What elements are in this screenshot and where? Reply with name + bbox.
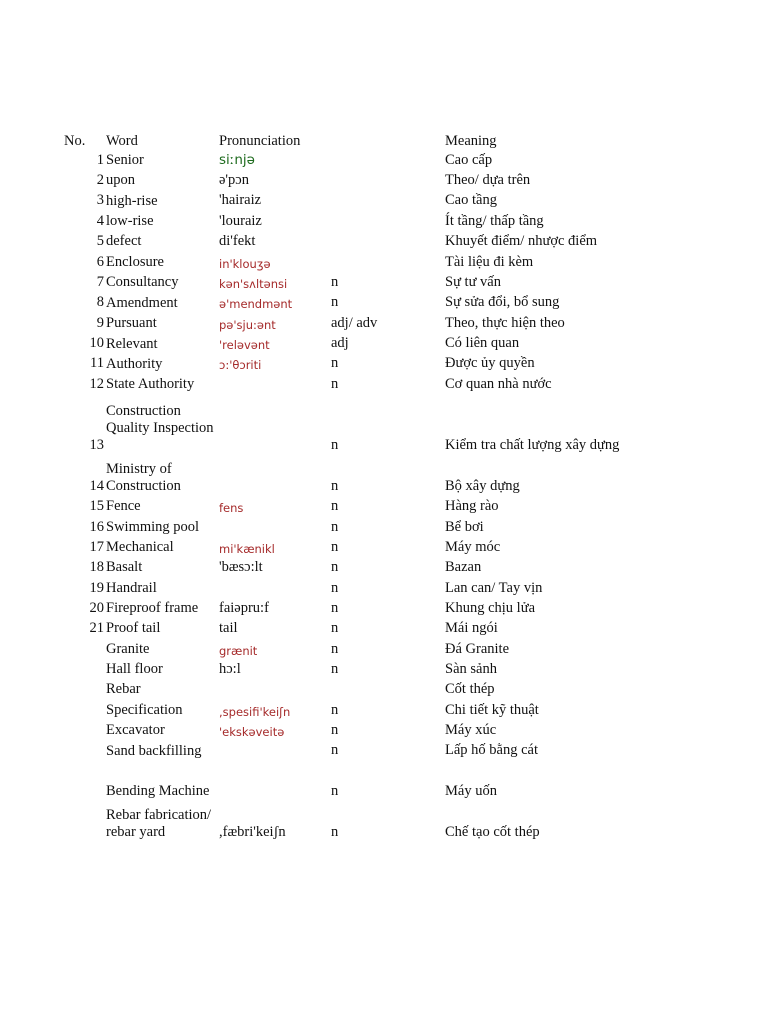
row-part-of-speech: n [331, 437, 339, 453]
row-meaning: Ít tầng/ thấp tầng [445, 213, 544, 229]
row-part-of-speech: n [331, 519, 339, 535]
row-meaning: Theo/ dựa trên [445, 172, 531, 188]
row-part-of-speech: adj/ adv [331, 315, 378, 331]
row-meaning: Cơ quan nhà nước [445, 376, 552, 392]
row-pronunciation: 'ekskəveitə [219, 725, 285, 739]
row-part-of-speech: n [331, 498, 339, 514]
row-word: Amendment [106, 295, 178, 311]
row-pronunciation: fens [219, 501, 244, 515]
row-part-of-speech: n [331, 294, 339, 310]
row-meaning: Có liên quan [445, 335, 520, 351]
row-part-of-speech: n [331, 559, 339, 575]
row-part-of-speech: n [331, 661, 339, 677]
row-meaning: Được ủy quyền [445, 355, 535, 371]
row-word: Relevant [106, 336, 158, 352]
row-number: 7 [96, 274, 104, 290]
row-number: 1 [96, 152, 104, 168]
row-meaning: Cao cấp [445, 152, 493, 168]
row-word: Proof tail [106, 620, 161, 636]
header-word: Word [106, 133, 138, 149]
row-number: 18 [89, 559, 104, 575]
row-word: Handrail [106, 580, 157, 596]
row-meaning: Máy xúc [445, 722, 497, 738]
row-meaning: Khung chịu lửa [445, 600, 536, 616]
row-part-of-speech: n [331, 824, 339, 840]
row-word: Pursuant [106, 315, 157, 331]
row-pronunciation: ə'mendmənt [219, 297, 293, 311]
row-meaning: Bộ xây dựng [445, 478, 520, 494]
row-number: 5 [96, 233, 104, 249]
row-pronunciation: 'louraiz [219, 213, 262, 229]
row-word: Basalt [106, 559, 143, 575]
row-word: low-rise [106, 213, 154, 229]
row-word: Mechanical [106, 539, 174, 555]
row-word: Sand backfilling [106, 743, 202, 759]
row-part-of-speech: n [331, 376, 339, 392]
row-number: 19 [89, 580, 104, 596]
row-word: Construction Quality Inspection [106, 403, 214, 436]
row-meaning: Sự tư vấn [445, 274, 501, 290]
row-word: defect [106, 233, 142, 249]
row-word: Enclosure [106, 254, 164, 270]
row-meaning: Mái ngói [445, 620, 498, 636]
row-meaning: Kiểm tra chất lượng xây dựng [445, 437, 620, 453]
row-meaning: Chế tạo cốt thép [445, 824, 540, 840]
row-word: Bending Machine [106, 783, 210, 799]
row-meaning: Chi tiết kỹ thuật [445, 702, 539, 718]
row-part-of-speech: n [331, 580, 339, 596]
row-meaning: Tài liệu đi kèm [445, 254, 534, 270]
row-pronunciation: faiəpru:f [219, 600, 269, 616]
row-pronunciation: ə'pɔn [219, 172, 249, 188]
row-number: 9 [96, 315, 104, 331]
row-word: high-rise [106, 193, 158, 209]
row-meaning: Theo, thực hiện theo [445, 315, 565, 331]
row-number: 3 [96, 192, 104, 208]
row-part-of-speech: n [331, 600, 339, 616]
row-meaning: Khuyết điểm/ nhược điểm [445, 233, 598, 249]
row-part-of-speech: n [331, 355, 339, 371]
row-word: Ministry of Construction [106, 461, 181, 494]
row-pronunciation: 'reləvənt [219, 338, 270, 352]
row-number: 13 [89, 437, 104, 453]
row-part-of-speech: n [331, 641, 339, 657]
row-number: 20 [89, 600, 104, 616]
row-part-of-speech: n [331, 702, 339, 718]
row-word: State Authority [106, 376, 195, 392]
row-meaning: Sàn sảnh [445, 661, 497, 677]
row-meaning: Sự sửa đổi, bổ sung [445, 294, 560, 310]
row-word: Excavator [106, 722, 165, 738]
row-word: Granite [106, 641, 150, 657]
row-pronunciation: ,spesifi'keiʃn [219, 705, 291, 719]
row-pronunciation: pə'sju:ənt [219, 318, 276, 332]
row-part-of-speech: n [331, 274, 339, 290]
row-number: 8 [96, 294, 104, 310]
row-number: 16 [89, 519, 104, 535]
row-part-of-speech: n [331, 742, 339, 758]
row-pronunciation: mi'kænikl [219, 542, 275, 556]
row-meaning: Máy uốn [445, 783, 497, 799]
row-number: 10 [89, 335, 104, 351]
row-pronunciation: di'fekt [219, 233, 256, 249]
row-meaning: Đá Granite [445, 641, 510, 657]
row-meaning: Cốt thép [445, 681, 495, 697]
row-word: Specification [106, 702, 183, 718]
header-meaning: Meaning [445, 133, 497, 149]
row-part-of-speech: n [331, 478, 339, 494]
row-meaning: Lan can/ Tay vịn [445, 580, 543, 596]
row-meaning: Máy móc [445, 539, 501, 555]
row-word: Rebar [106, 681, 141, 697]
row-word: Rebar fabrication/ rebar yard [106, 807, 212, 840]
row-part-of-speech: adj [331, 335, 349, 351]
row-word: Hall floor [106, 661, 163, 677]
row-word: upon [106, 172, 135, 188]
row-word: Swimming pool [106, 519, 200, 535]
row-pronunciation: 'hairaiz [219, 192, 262, 208]
row-pronunciation: grænit [219, 644, 258, 658]
row-number: 15 [89, 498, 104, 514]
row-number: 2 [96, 172, 104, 188]
row-word: Fence [106, 498, 141, 514]
row-pronunciation: ɔ:'θɔriti [219, 358, 262, 372]
row-number: 6 [96, 254, 104, 270]
row-number: 14 [89, 478, 104, 494]
row-pronunciation: in'klouʒə [219, 257, 271, 271]
row-number: 4 [96, 213, 104, 229]
row-number: 12 [89, 376, 104, 392]
header-no: No. [64, 133, 86, 149]
row-meaning: Bể bơi [445, 519, 484, 535]
row-meaning: Hàng rào [445, 498, 499, 514]
row-word: Consultancy [106, 274, 179, 290]
row-part-of-speech: n [331, 620, 339, 636]
row-part-of-speech: n [331, 783, 339, 799]
row-part-of-speech: n [331, 539, 339, 555]
row-pronunciation: ,fæbri'keiʃn [219, 824, 286, 840]
row-pronunciation: tail [219, 620, 238, 636]
row-word: Fireproof frame [106, 600, 199, 616]
row-number: 17 [89, 539, 104, 555]
row-meaning: Lấp hố bằng cát [445, 742, 539, 758]
row-word: Senior [106, 152, 144, 168]
header-pronunciation: Pronunciation [219, 133, 301, 149]
row-pronunciation: kən'sʌltənsi [219, 277, 288, 291]
row-word: Authority [106, 356, 163, 372]
row-pronunciation: 'bæsɔ:lt [219, 559, 263, 575]
row-meaning: Bazan [445, 559, 482, 575]
row-number: 11 [90, 355, 104, 371]
row-pronunciation: hɔ:l [219, 661, 241, 677]
row-pronunciation: siːnjə [219, 152, 255, 168]
row-number: 21 [89, 620, 104, 636]
row-part-of-speech: n [331, 722, 339, 738]
row-meaning: Cao tầng [445, 192, 497, 208]
